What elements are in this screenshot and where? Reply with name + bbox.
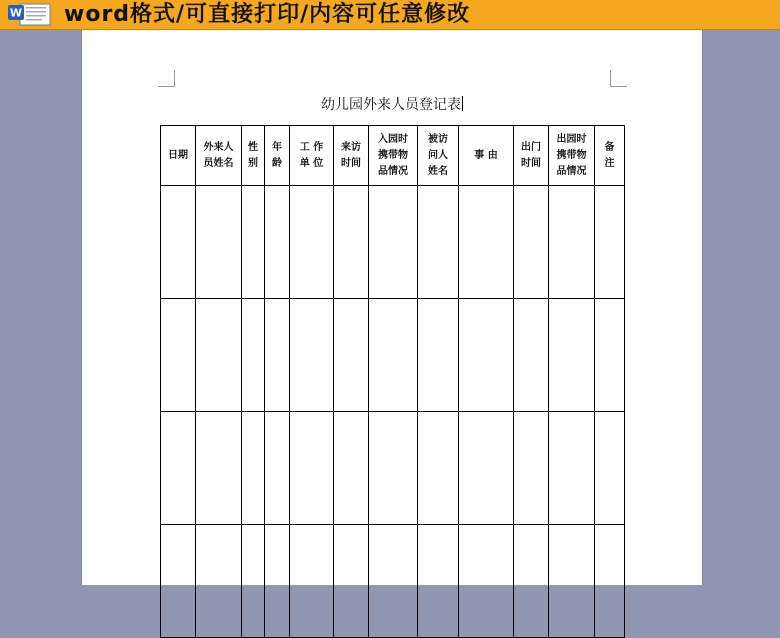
table-cell[interactable] [196,299,242,412]
table-cell[interactable] [459,299,514,412]
text-cursor [462,96,463,111]
table-cell[interactable] [595,299,625,412]
header-visit-time: 来访 时间 [334,126,369,186]
table-cell[interactable] [334,299,369,412]
table-cell[interactable] [595,525,625,638]
header-visited-person: 被访 问人 姓名 [418,126,459,186]
table-cell[interactable] [369,412,418,525]
table-cell[interactable] [334,186,369,299]
table-cell[interactable] [369,186,418,299]
table-cell[interactable] [514,299,549,412]
table-cell[interactable] [161,525,196,638]
table-row [161,412,625,525]
table-cell[interactable] [196,412,242,525]
table-cell[interactable] [290,186,334,299]
table-cell[interactable] [196,186,242,299]
table-cell[interactable] [334,525,369,638]
table-cell[interactable] [290,525,334,638]
document-title[interactable] [82,94,702,114]
table-cell[interactable] [418,299,459,412]
table-cell[interactable] [459,525,514,638]
table-cell[interactable] [161,186,196,299]
table-cell[interactable] [242,412,265,525]
table-cell[interactable] [459,412,514,525]
svg-text:W: W [9,6,23,20]
table-cell[interactable] [161,412,196,525]
header-exit-time: 出门 时间 [514,126,549,186]
table-cell[interactable] [549,299,595,412]
header-visitor-name: 外来人 员姓名 [196,126,242,186]
header-gender: 性 别 [242,126,265,186]
table-cell[interactable] [595,186,625,299]
word-document-icon [6,2,54,27]
table-cell[interactable] [290,412,334,525]
registration-table[interactable] [160,125,625,638]
document-page[interactable] [81,30,703,585]
table-cell[interactable] [549,186,595,299]
header-work-unit: 工 作 单 位 [290,126,334,186]
document-title-text: 幼儿园外来人员登记表 [321,97,461,113]
table-cell[interactable] [334,412,369,525]
table-cell[interactable] [196,525,242,638]
table-cell[interactable] [161,299,196,412]
table-cell[interactable] [265,525,290,638]
table-cell[interactable] [459,186,514,299]
table-cell[interactable] [514,186,549,299]
header-notes: 备 注 [595,126,625,186]
table-header-row [161,126,625,186]
table-cell[interactable] [549,412,595,525]
table-cell[interactable] [242,299,265,412]
table-cell[interactable] [514,525,549,638]
table-row [161,186,625,299]
table-cell[interactable] [265,412,290,525]
table-cell[interactable] [549,525,595,638]
header-date: 日期 [161,126,196,186]
table-cell[interactable] [242,525,265,638]
table-cell[interactable] [290,299,334,412]
header-items-in: 入园时 携带物 品情况 [369,126,418,186]
table-cell[interactable] [418,525,459,638]
promo-banner [0,0,780,30]
banner-text: word格式/可直接打印/内容可任意修改 [64,2,471,27]
table-cell[interactable] [418,186,459,299]
page-margin-corner-right [610,70,627,87]
header-items-out: 出园时 携带物 品情况 [549,126,595,186]
table-cell[interactable] [595,412,625,525]
page-margin-corner-left [158,70,175,87]
header-age: 年 龄 [265,126,290,186]
table-row [161,525,625,638]
table-cell[interactable] [369,299,418,412]
table-cell[interactable] [514,412,549,525]
table-row [161,299,625,412]
table-cell[interactable] [369,525,418,638]
table-cell[interactable] [418,412,459,525]
header-reason: 事 由 [459,126,514,186]
table-cell[interactable] [265,186,290,299]
table-cell[interactable] [265,299,290,412]
table-cell[interactable] [242,186,265,299]
